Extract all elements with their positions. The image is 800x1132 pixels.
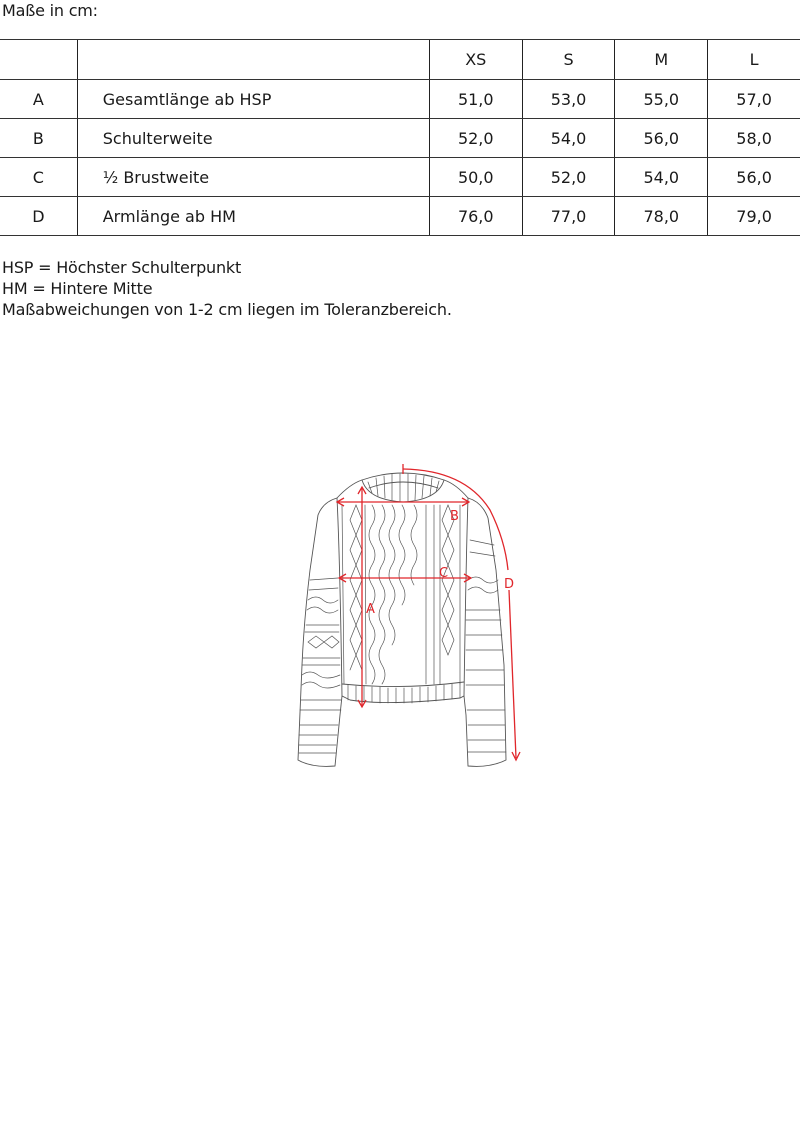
row-value: 51,0 [429,80,522,119]
row-value: 52,0 [522,158,615,197]
row-value: 54,0 [615,158,708,197]
note-tolerance: Maßabweichungen von 1-2 cm liegen im Toleranzbereich. [2,300,452,319]
header-cell-size: M [615,40,708,80]
header-cell-code [0,40,77,80]
row-code: A [0,80,77,119]
row-label: Gesamtlänge ab HSP [77,80,429,119]
row-label: ½ Brustweite [77,158,429,197]
row-value: 52,0 [429,119,522,158]
sweater-sketch-icon [290,460,530,780]
measure-label-b: B [450,509,459,524]
table-row [0,158,800,197]
row-value: 50,0 [429,158,522,197]
row-value: 54,0 [522,119,615,158]
row-code: D [0,197,77,236]
row-value: 77,0 [522,197,615,236]
row-value: 58,0 [708,119,800,158]
row-value: 57,0 [708,80,800,119]
table-row [0,80,800,119]
measure-label-d: D [504,577,515,592]
row-value: 78,0 [615,197,708,236]
row-label: Armlänge ab HM [77,197,429,236]
row-value: 79,0 [708,197,800,236]
row-value: 56,0 [615,119,708,158]
header-cell-size: XS [429,40,522,80]
header-cell-size: L [708,40,800,80]
note-hsp: HSP = Höchster Schulterpunkt [2,258,242,277]
row-value: 55,0 [615,80,708,119]
sweater-illustration [290,460,530,780]
size-table [0,39,800,236]
row-value: 53,0 [522,80,615,119]
row-code: B [0,119,77,158]
notes [2,257,452,320]
row-value: 56,0 [708,158,800,197]
table-row [0,119,800,158]
row-value: 76,0 [429,197,522,236]
row-code: C [0,158,77,197]
header-cell-label [77,40,429,80]
page-title: Maße in cm: [2,1,98,20]
row-label: Schulterweite [77,119,429,158]
header-cell-size: S [522,40,615,80]
measure-label-c: C [439,566,449,581]
note-hm: HM = Hintere Mitte [2,279,153,298]
table-row [0,197,800,236]
table-header-row [0,40,800,80]
measure-label-a: A [366,602,375,617]
